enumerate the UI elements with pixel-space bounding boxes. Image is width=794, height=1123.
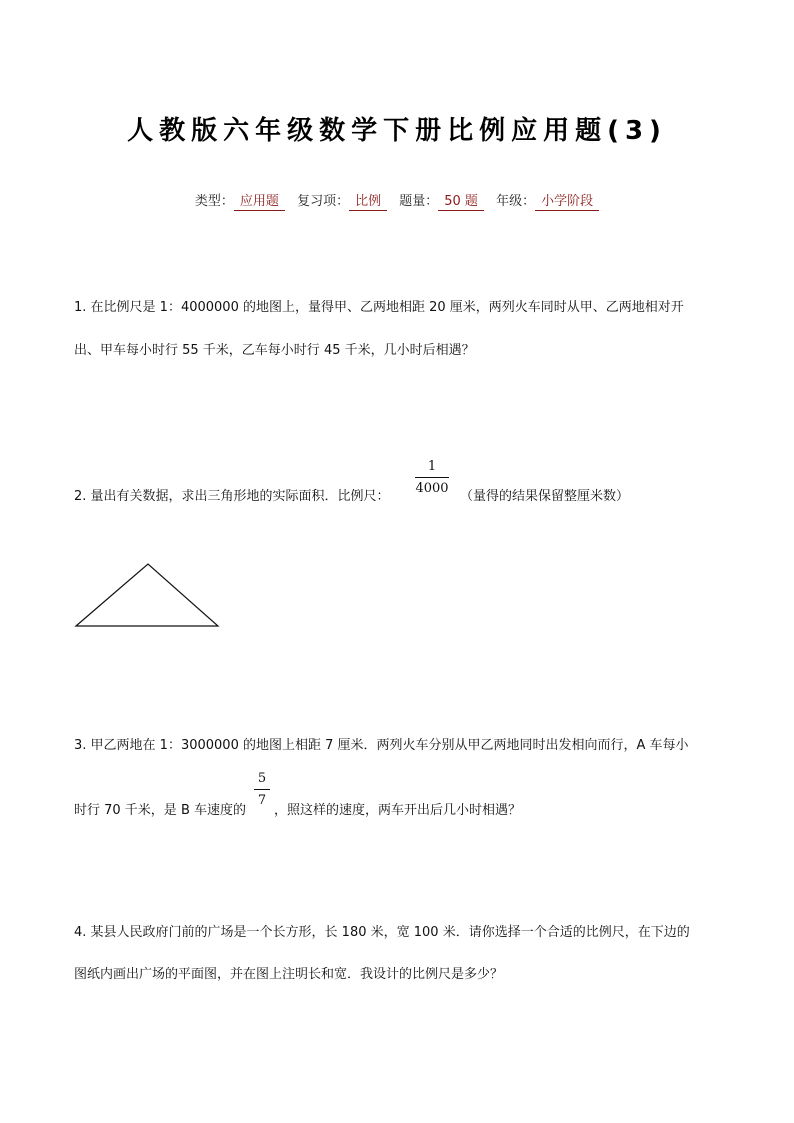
question-1-line-1: 1. 在比例尺是 1：4000000 的地图上，量得甲、乙两地相距 20 厘米，两列火车同时从甲、乙两地相对开 [74, 300, 684, 315]
type-label: 类型： [194, 194, 234, 209]
grade-value: 小学阶段 [535, 193, 599, 211]
review-value: 比例 [349, 193, 387, 211]
question-2-text: 2. 量出有关数据，求出三角形地的实际面积．比例尺： [74, 489, 390, 504]
type-value: 应用题 [234, 193, 285, 211]
grade-label: 年级： [496, 194, 536, 209]
review-label: 复习项： [297, 194, 350, 209]
question-1-line-2: 出、甲车每小时行 55 千米，乙车每小时行 45 千米，几小时后相遇？ [74, 343, 475, 358]
question-4-line-1: 4. 某县人民政府门前的广场是一个长方形，长 180 米，宽 100 米．请你选择一个合适的比例尺，在下边的 [74, 925, 690, 940]
triangle-figure [72, 560, 224, 632]
count-label: 题量： [399, 194, 439, 209]
triangle-shape [76, 564, 218, 626]
meta-line [0, 190, 794, 211]
question-3-line-1: 3. 甲乙两地在 1：3000000 的地图上相距 7 厘米．两列火车分别从甲乙两地同时出发相向而行，A 车每小 [74, 738, 689, 753]
fraction-denominator: 4000 [415, 481, 449, 496]
page-title: 人教版六年级数学下册比例应用题(3) [127, 116, 667, 146]
fraction-denominator: 7 [257, 793, 267, 808]
fraction-numerator: 5 [257, 771, 267, 786]
question-4-line-2: 图纸内画出广场的平面图，并在图上注明长和宽．我设计的比例尺是多少？ [74, 967, 504, 982]
question-2-note: （量得的结果保留整厘米数） [460, 489, 630, 504]
question-3-line-2-start: 时行 70 千米，是 B 车速度的 [74, 803, 246, 818]
question-2-scale-fraction [415, 459, 449, 496]
fraction-numerator: 1 [427, 459, 437, 474]
question-3-line-2-end: ，照这样的速度，两车开出后几小时相遇？ [274, 803, 522, 818]
count-value: 50 题 [438, 193, 484, 211]
question-3-fraction [254, 771, 270, 808]
